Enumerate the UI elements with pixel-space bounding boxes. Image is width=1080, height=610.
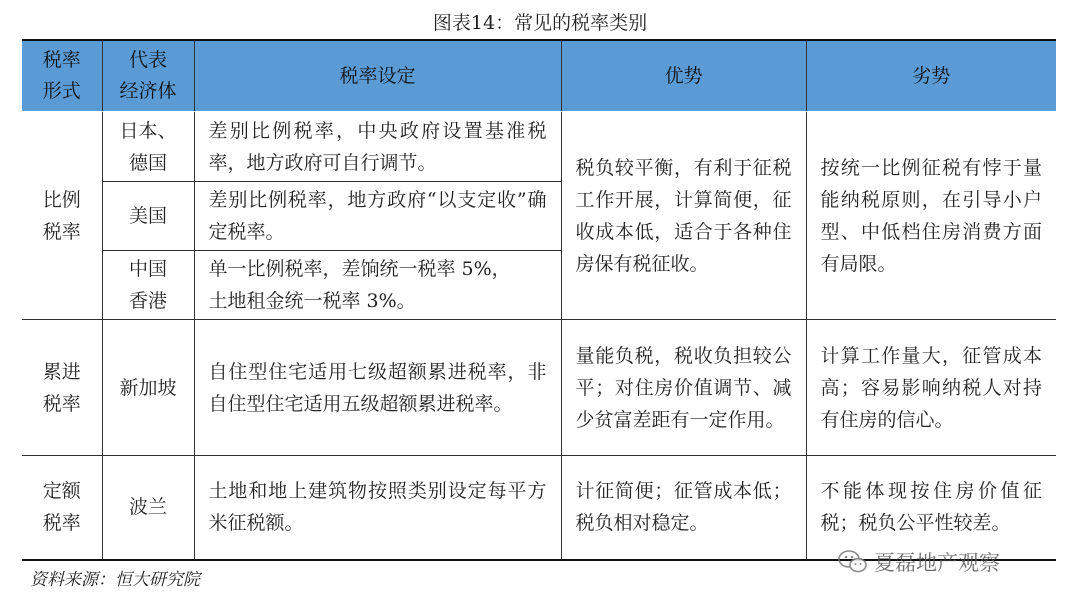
header-economy: 代表 经济体	[102, 40, 194, 112]
header-advantage: 优势	[561, 40, 806, 112]
cell-advantage-fixed: 计征简便；征管成本低；税负相对稳定。	[561, 456, 806, 560]
cell-economy-usa: 美国	[102, 182, 194, 251]
source-note: 资料来源：恒大研究院	[30, 570, 200, 590]
table-row	[22, 320, 1056, 456]
watermark-text: 夏磊地产观察	[874, 551, 1000, 575]
cell-economy-japan-germany: 日本、 德国	[102, 112, 194, 182]
cell-disadvantage-progressive: 计算工作量大，征管成本高；容易影响纳税人对持有住房的信心。	[806, 320, 1056, 456]
cell-economy-poland: 波兰	[102, 456, 194, 560]
table-row	[22, 112, 1056, 182]
cell-setting-progressive: 自住型住宅适用七级超额累进税率，非自住型住宅适用五级超额累进税率。	[194, 320, 561, 456]
wechat-icon	[838, 549, 868, 575]
header-form: 税率 形式	[22, 40, 102, 112]
cell-economy-singapore: 新加坡	[102, 320, 194, 456]
table-row	[22, 456, 1056, 560]
cell-form-progressive: 累进 税率	[22, 320, 102, 456]
cell-form-fixed: 定额 税率	[22, 456, 102, 560]
cell-form-proportional: 比例 税率	[22, 112, 102, 320]
cell-economy-hong-kong: 中国 香港	[102, 251, 194, 320]
header-disadvantage: 劣势	[806, 40, 1056, 112]
cell-disadvantage-proportional: 按统一比例征税有悖于量能纳税原则，在引导小户型、中低档住房消费方面有局限。	[806, 112, 1056, 320]
cell-setting-japan-germany: 差别比例税率，中央政府设置基准税率，地方政府可自行调节。	[194, 112, 561, 182]
cell-setting-fixed: 土地和地上建筑物按照类别设定每平方米征税额。	[194, 456, 561, 560]
header-row	[22, 40, 1056, 112]
header-setting: 税率设定	[194, 40, 561, 112]
tax-rate-table	[22, 39, 1056, 561]
cell-advantage-proportional: 税负较平衡，有利于征税工作开展，计算简便，征收成本低，适合于各种住房保有税征收。	[561, 112, 806, 320]
watermark	[838, 547, 1000, 577]
cell-setting-usa: 差别比例税率，地方政府“以支定收”确定税率。	[194, 182, 561, 251]
table-caption: 图表14：常见的税率类别	[432, 12, 648, 34]
cell-setting-hong-kong: 单一比例税率，差饷统一税率 5%， 土地租金统一税率 3%。	[194, 251, 561, 320]
cell-disadvantage-fixed: 不能体现按住房价值征税；税负公平性较差。	[806, 456, 1056, 560]
cell-advantage-progressive: 量能负税，税收负担较公平；对住房价值调节、减少贫富差距有一定作用。	[561, 320, 806, 456]
